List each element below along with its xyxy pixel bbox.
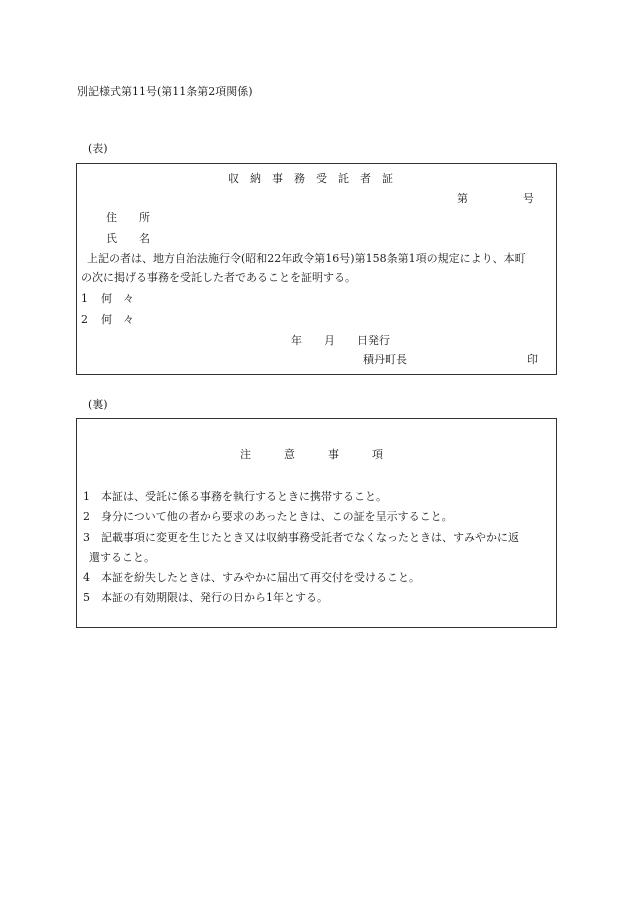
certificate-title: 収 納 事 務 受 託 者 証 [228, 172, 393, 185]
notes-title: 注 意 事 項 [240, 448, 383, 461]
issue-date-line: 年 月 日発行 [291, 334, 390, 347]
item-text-2: 何 々 [101, 313, 134, 326]
seal-mark: 印 [527, 353, 538, 366]
item-text-1: 何 々 [101, 292, 134, 305]
address-label: 住 所 [106, 211, 150, 224]
note-number-4: 4 [83, 571, 90, 584]
issuer-title: 積丹町長 [363, 353, 407, 366]
note-text-2: 身分について他の者から要求のあったときは、この証を呈示すること。 [101, 510, 453, 523]
back-notes-box [76, 418, 557, 628]
note-number-5: 5 [83, 591, 90, 604]
certification-text-line1: 上記の者は、地方自治法施行令(昭和22年政令第16号)第158条第1項の規定により、本町 [87, 252, 526, 265]
name-label: 氏 名 [106, 232, 150, 245]
note-number-2: 2 [83, 510, 90, 523]
note-text-5: 本証の有効期限は、発行の日から1年とする。 [101, 591, 328, 604]
certification-text-line2: の次に掲げる事務を受託した者であることを証明する。 [81, 271, 356, 284]
item-number-1: 1 [81, 292, 88, 305]
item-number-2: 2 [81, 313, 88, 326]
note-text-4: 本証を紛失したときは、すみやかに届出て再交付を受けること。 [101, 571, 420, 584]
back-side-label: (裏) [88, 398, 108, 411]
note-text-3: 記載事項に変更を生じたとき又は収納事務受託者でなくなったときは、すみやかに返 [101, 531, 519, 544]
note-text-1: 本証は、受託に係る事務を執行するときに携帯すること。 [101, 490, 387, 503]
note-number-3: 3 [83, 531, 90, 544]
front-certificate-box [76, 163, 557, 375]
note-text-3-continued: 還すること。 [89, 551, 155, 564]
certificate-number-label: 第 号 [457, 192, 534, 205]
front-side-label: (表) [88, 142, 108, 155]
note-number-1: 1 [83, 490, 90, 503]
form-title: 別記様式第11号(第11条第2項関係) [77, 85, 253, 98]
